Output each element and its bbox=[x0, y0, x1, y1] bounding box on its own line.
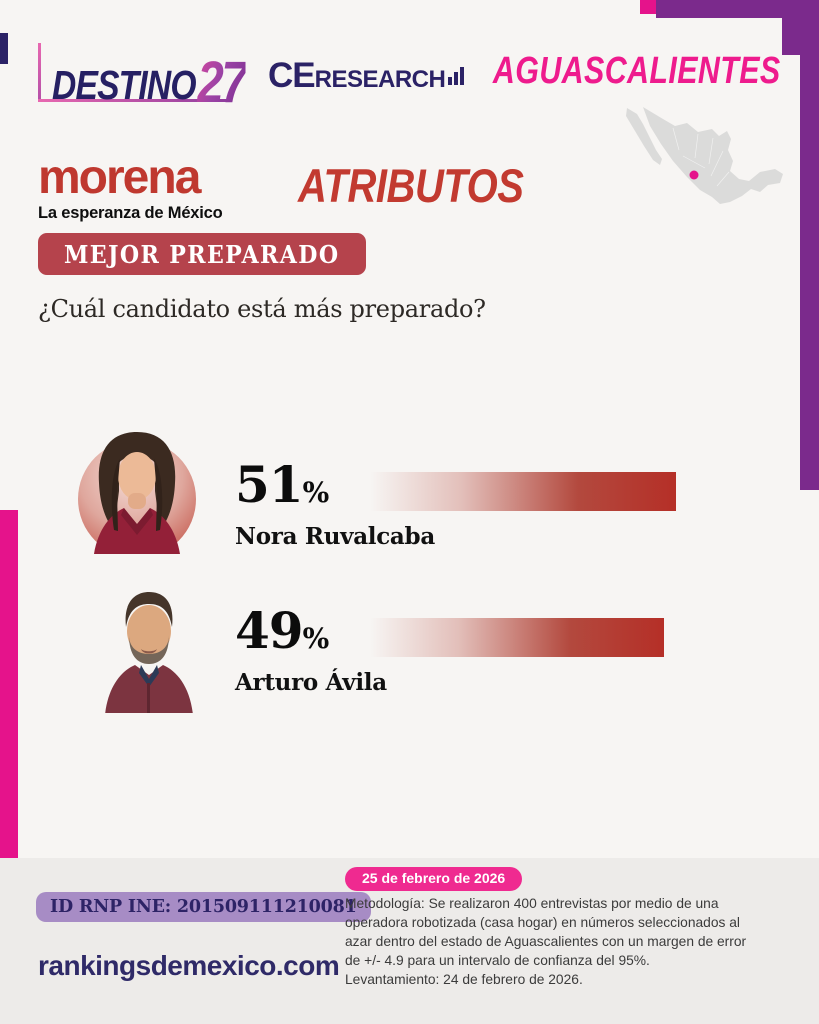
candidate-name: Nora Ruvalcaba bbox=[235, 523, 435, 550]
logo-frame-line bbox=[38, 43, 41, 101]
candidate-name: Arturo Ávila bbox=[235, 669, 387, 696]
ceresearch-ce: CE bbox=[268, 56, 315, 95]
state-title: AGUASCALIENTES bbox=[493, 50, 781, 92]
methodology-paragraph: Metodología: Se realizaron 400 entrevistas por medio de una operadora robotizada (casa hogar) en números seleccionados al azar dentro del estado de Aguascalientes con un margen de error de +/- 4.9 para un intervalo de confianza del 95%. bbox=[345, 896, 747, 969]
attribute-banner bbox=[38, 233, 366, 275]
percentage-number: 49 bbox=[235, 601, 303, 660]
website-link[interactable]: rankingsdemexico.com bbox=[38, 950, 340, 981]
section-title: ATRIBUTOS bbox=[298, 159, 524, 212]
methodology-text bbox=[345, 894, 761, 989]
percentage-value bbox=[235, 455, 330, 514]
candidate-photo-nora bbox=[58, 423, 216, 556]
right-purple-step bbox=[782, 18, 819, 55]
destino27-logo bbox=[38, 38, 268, 115]
attribute-banner-label: MEJOR PREPARADO bbox=[64, 239, 340, 269]
bar-chart-icon bbox=[448, 67, 464, 85]
corner-pink-square bbox=[640, 0, 656, 14]
top-purple-bar bbox=[656, 0, 819, 18]
percentage-unit: % bbox=[302, 476, 330, 509]
percentage-unit: % bbox=[302, 622, 330, 655]
footer bbox=[0, 858, 819, 1024]
result-bar bbox=[370, 472, 676, 511]
poll-question: ¿Cuál candidato está más preparado? bbox=[38, 295, 486, 323]
candidate-photo-arturo bbox=[83, 583, 215, 715]
ine-id-label: ID RNP INE: 201509111210081 bbox=[50, 897, 357, 917]
ceresearch-rest: RESEARCH bbox=[314, 66, 446, 93]
destino-number: 27 bbox=[197, 50, 246, 115]
percentage-value bbox=[235, 601, 330, 660]
morena-logo bbox=[38, 151, 223, 223]
destino-wordmark: DESTINO bbox=[52, 62, 196, 108]
fieldwork-line: Levantamiento: 24 de febrero de 2026. bbox=[345, 972, 583, 988]
ceresearch-logo bbox=[268, 56, 464, 96]
right-purple-bar bbox=[800, 55, 819, 490]
ine-id-badge bbox=[36, 892, 371, 922]
party-name: morena bbox=[38, 151, 200, 204]
state-marker-dot bbox=[690, 171, 699, 180]
mexico-map bbox=[613, 106, 795, 234]
percentage-number: 51 bbox=[235, 455, 303, 514]
date-badge bbox=[345, 867, 522, 891]
left-edge-accent bbox=[0, 33, 8, 64]
date-badge-label: 25 de febrero de 2026 bbox=[362, 870, 506, 886]
party-slogan: La esperanza de México bbox=[38, 203, 223, 222]
result-bar bbox=[370, 618, 664, 657]
